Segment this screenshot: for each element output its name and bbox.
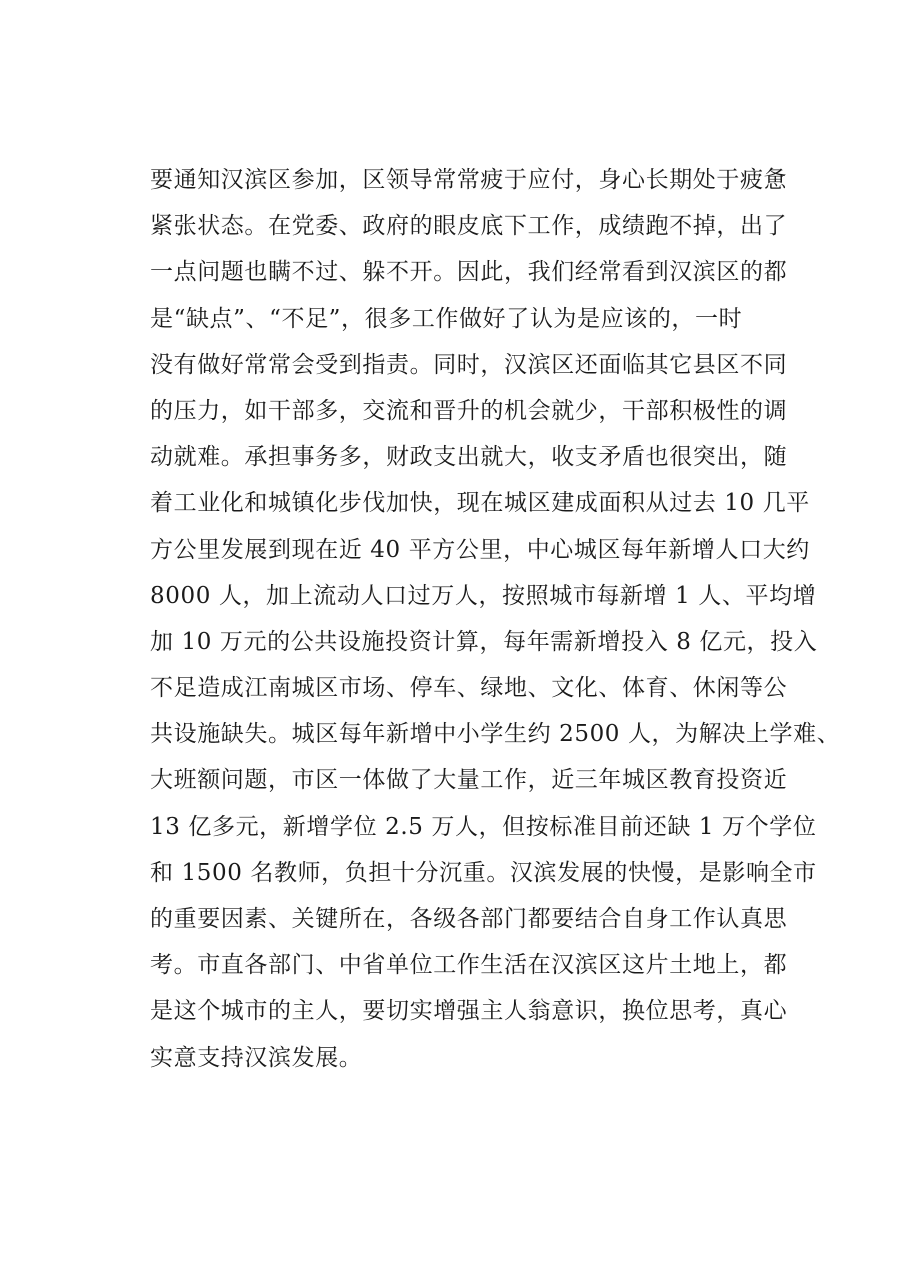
paragraph-line-11: 加 10 万元的公共设施投资计算，每年需新增投入 8 亿元，投入	[150, 628, 818, 655]
paragraph-line-14: 大班额问题，市区一体做了大量工作，近三年城区教育投资近	[150, 767, 788, 794]
paragraph-line-17: 的重要因素、关键所在，各级各部门都要结合自身工作认真思	[150, 906, 788, 932]
paragraph-line-6: 的压力，如干部多，交流和晋升的机会就少，干部积极性的调	[150, 397, 788, 424]
paragraph-line-16: 和 1500 名教师，负担十分沉重。汉滨发展的快慢，是影响全市	[150, 859, 817, 886]
paragraph-line-8: 着工业化和城镇化步伐加快，现在城区建成面积从过去 10 几平	[150, 490, 810, 517]
paragraph-line-5: 没有做好常常会受到指责。同时，汉滨区还面临其它县区不同	[150, 351, 788, 378]
paragraph-line-2: 紧张状态。在党委、政府的眼皮底下工作，成绩跑不掉，出了	[150, 213, 788, 240]
body-paragraph	[150, 157, 841, 1081]
paragraph-line-7: 动就难。承担事务多，财政支出就大，收支矛盾也很突出，随	[150, 444, 788, 471]
paragraph-line-3: 一点问题也瞒不过、躲不开。因此，我们经常看到汉滨区的都	[150, 259, 788, 286]
paragraph-line-20: 实意支持汉滨发展。	[150, 1044, 363, 1071]
paragraph-line-18: 考。市直各部门、中省单位工作生活在汉滨区这片土地上，都	[150, 952, 788, 979]
paragraph-line-4: 是“缺点”、“不足”，很多工作做好了认为是应该的，一时	[150, 305, 743, 332]
paragraph-line-9: 方公里发展到现在近 40 平方公里，中心城区每年新增人口大约	[150, 536, 810, 563]
paragraph-line-1: 要通知汉滨区参加，区领导常常疲于应付，身心长期处于疲惫	[150, 167, 788, 193]
paragraph-line-13: 共设施缺失。城区每年新增中小学生约 2500 人，为解决上学难、	[150, 721, 841, 748]
paragraph-line-10: 8000 人，加上流动人口过万人，按照城市每新增 1 人、平均增	[150, 582, 817, 609]
paragraph-line-19: 是这个城市的主人，要切实增强主人翁意识，换位思考，真心	[150, 998, 788, 1025]
paragraph-line-15: 13 亿多元，新增学位 2.5 万人，但按标准目前还缺 1 万个学位	[150, 813, 817, 840]
paragraph-line-12: 不足造成江南城区市场、停车、绿地、文化、体育、休闲等公	[150, 675, 788, 702]
